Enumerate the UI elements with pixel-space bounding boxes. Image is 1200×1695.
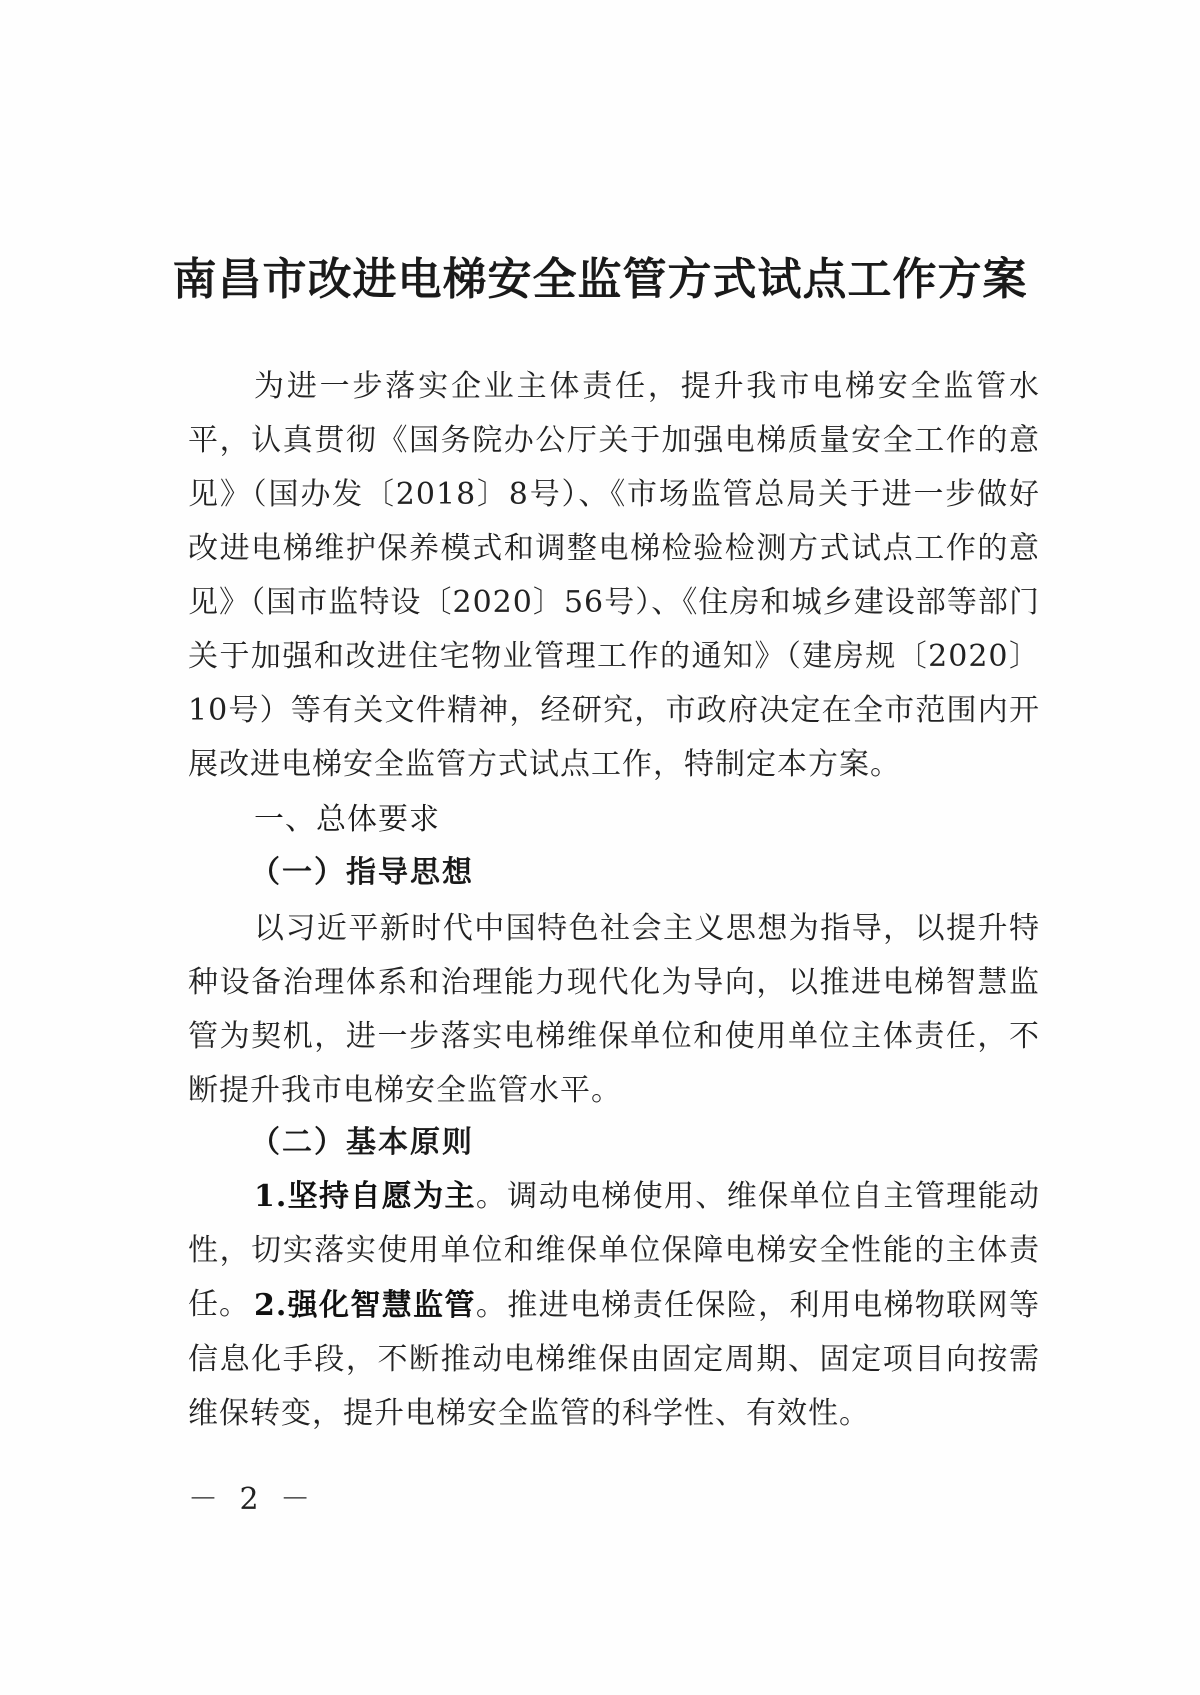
principle-1-lead: 1.坚持自愿为主 bbox=[254, 1179, 476, 1214]
guiding-ideology-paragraph: 以习近平新时代中国特色社会主义思想为指导，以提升特种设备治理体系和治理能力现代化为导向，以推进电梯智慧监管为契机，进一步落实电梯维保单位和使用单位主体责任，不断提升我市电梯安全监管水平。 bbox=[188, 911, 1040, 1108]
subsection-heading-basic-principles: （二）基本原则 bbox=[250, 1125, 474, 1160]
principle-1-text: 。调动电梯使用、维保单位自主管理能动性，切实落实使用单位和维保单位保障电梯安全性能的主体责任。 bbox=[188, 1179, 1041, 1322]
document-title: 南昌市改进电梯安全监管方式试点工作方案 bbox=[172, 254, 1028, 305]
principle-2-lead: 2.强化智慧监管 bbox=[254, 1288, 476, 1323]
principle-2-paragraph bbox=[188, 1279, 1040, 1441]
principle-2-text: 。推进电梯责任保险，利用电梯物联网等信息化手段，不断推动电梯维保由固定周期、固定项目向按需维保转变，提升电梯安全监管的科学性、有效性。 bbox=[188, 1288, 1041, 1431]
intro-paragraph: 为进一步落实企业主体责任，提升我市电梯安全监管水平，认真贯彻《国务院办公厅关于加强电梯质量安全工作的意见》（国办发〔2018〕8号）、《市场监管总局关于进一步做好改进电梯维护保养模式和调整电梯检验检测方式试点工作的意见》（国市监特设〔2020〕56号）、《住房和城乡建设部等部门关于加强和改进住宅物业管理工作的通知》（建房规〔2020〕10号）等有关文件精神，经研究，市政府决定在全市范围内开展改进电梯安全监管方式试点工作，特制定本方案。 bbox=[188, 369, 1040, 782]
section-heading-general-requirements: 一、总体要求 bbox=[254, 802, 440, 837]
subsection-heading-guiding-ideology: （一）指导思想 bbox=[250, 855, 474, 890]
page-number: － 2 － bbox=[188, 1482, 317, 1517]
